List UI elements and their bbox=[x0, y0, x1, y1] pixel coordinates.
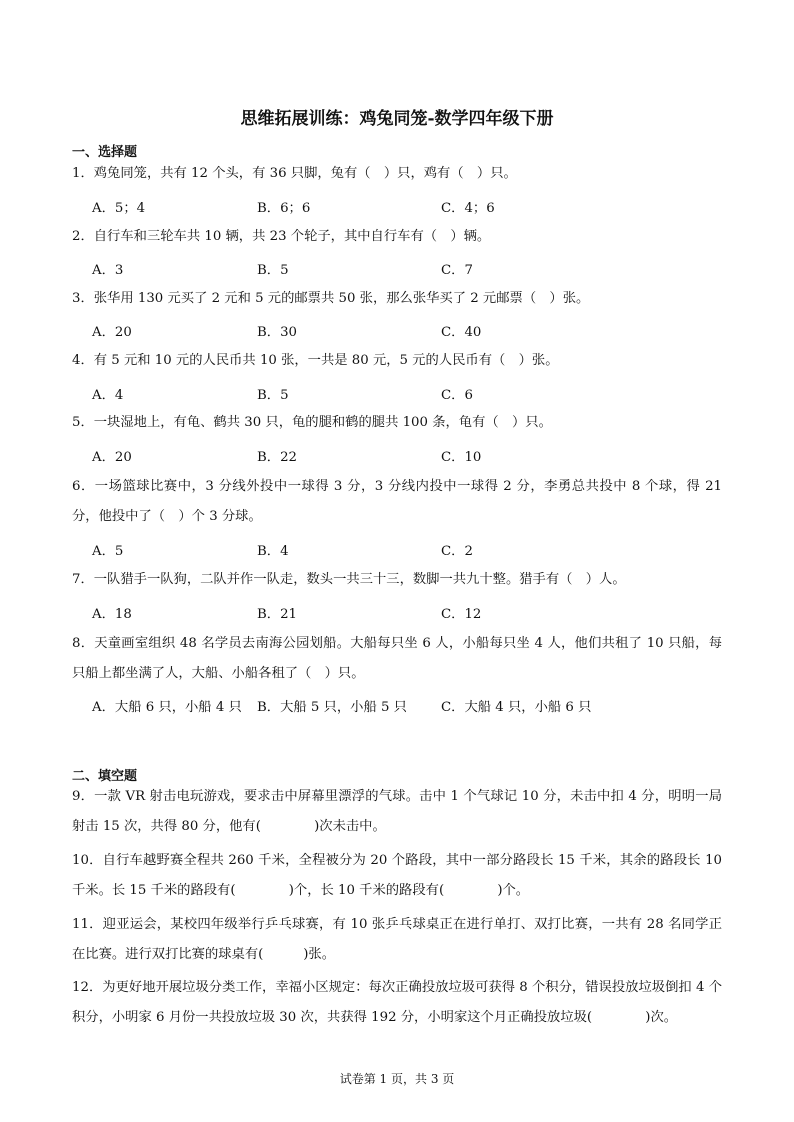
question-1-stem: 1．鸡兔同笼，共有 12 个头，有 36 只脚，兔有（ ）只，鸡有（ ）只。 bbox=[72, 166, 517, 181]
question-7-stem: 7．一队猎手一队狗，二队并作一队走，数头一共三十三，数脚一共九十整。猎手有（ ）人。 bbox=[72, 572, 626, 587]
question-9-stem: 9．一款 VR 射击电玩游戏，要求击中屏幕里漂浮的气球。击中 1 个气球记 10 分，未击中扣 4 分，明明一局射击 15 次，共得 80 分，他有( )次未击中。 bbox=[72, 789, 722, 834]
option-a[interactable]: A．20 bbox=[92, 450, 132, 465]
question-3-stem: 3．张华用 130 元买了 2 元和 5 元的邮票共 50 张，那么张华买了 2 元邮票（ ）张。 bbox=[72, 291, 590, 306]
option-a[interactable]: A．5 bbox=[92, 544, 124, 559]
option-c[interactable]: C．4；6 bbox=[441, 201, 495, 216]
option-b[interactable]: B．5 bbox=[257, 388, 289, 403]
option-b[interactable]: B．21 bbox=[257, 607, 297, 622]
option-c[interactable]: C．6 bbox=[441, 388, 473, 403]
question-4-stem: 4．有 5 元和 10 元的人民币共 10 张，一共是 80 元，5 元的人民币有（ ）张。 bbox=[72, 353, 559, 368]
option-a[interactable]: A．大船 6 只，小船 4 只 bbox=[92, 700, 242, 715]
option-a[interactable]: A．5；4 bbox=[92, 201, 146, 216]
option-b[interactable]: B．大船 5 只，小船 5 只 bbox=[257, 700, 407, 715]
option-b[interactable]: B．30 bbox=[257, 325, 297, 340]
option-b[interactable]: B．4 bbox=[257, 544, 289, 559]
question-12-stem: 12．为更好地开展垃圾分类工作，幸福小区规定：每次正确投放垃圾可获得 8 个积分，错误投放垃圾倒扣 4 个积分，小明家 6 月份一共投放垃圾 30 次，共获得 192 分，小明家这个月正确投放垃圾( )次。 bbox=[72, 980, 722, 1025]
section-heading-choice: 一、选择题 bbox=[72, 145, 138, 160]
question-10-stem: 10．自行车越野赛全程共 260 千米，全程被分为 20 个路段，其中一部分路段长 15 千米，其余的路段长 10 千米。长 15 千米的路段有( )个，长 10 千米的路段有( )个。 bbox=[72, 853, 722, 898]
option-b[interactable]: B．6；6 bbox=[257, 201, 311, 216]
question-11-stem: 11．迎亚运会，某校四年级举行乒乓球赛，有 10 张乒乓球桌正在进行单打、双打比赛，一共有 28 名同学正在比赛。进行双打比赛的球桌有( )张。 bbox=[72, 917, 722, 962]
section-heading-fill: 二、填空题 bbox=[72, 769, 138, 784]
option-a[interactable]: A．3 bbox=[92, 263, 124, 278]
question-5-stem: 5．一块湿地上，有龟、鹤共 30 只，龟的腿和鹤的腿共 100 条，龟有（ ）只。 bbox=[72, 415, 552, 430]
question-8-stem: 8．天童画室组织 48 名学员去南海公园划船。大船每只坐 6 人，小船每只坐 4 人，他们共租了 10 只船，每只船上都坐满了人，大船、小船各租了（ ）只。 bbox=[72, 636, 722, 681]
option-c[interactable]: C．7 bbox=[441, 263, 473, 278]
option-c[interactable]: C．10 bbox=[441, 450, 482, 465]
option-c[interactable]: C．40 bbox=[441, 325, 482, 340]
option-c[interactable]: C．12 bbox=[441, 607, 482, 622]
option-a[interactable]: A．18 bbox=[92, 607, 132, 622]
option-b[interactable]: B．22 bbox=[257, 450, 297, 465]
question-6-stem: 6．一场篮球比赛中，3 分线外投中一球得 3 分，3 分线内投中一球得 2 分，李勇总共投中 8 个球，得 21 分，他投中了（ ）个 3 分球。 bbox=[72, 479, 722, 524]
question-2-stem: 2．自行车和三轮车共 10 辆，共 23 个轮子，其中自行车有（ ）辆。 bbox=[72, 229, 491, 244]
option-a[interactable]: A．20 bbox=[92, 325, 132, 340]
page-title: 思维拓展训练：鸡兔同笼-数学四年级下册 bbox=[240, 109, 554, 129]
option-c[interactable]: C．大船 4 只，小船 6 只 bbox=[441, 700, 592, 715]
page-footer: 试卷第 1 页，共 3 页 bbox=[339, 1072, 455, 1086]
option-a[interactable]: A．4 bbox=[92, 388, 124, 403]
option-b[interactable]: B．5 bbox=[257, 263, 289, 278]
option-c[interactable]: C．2 bbox=[441, 544, 473, 559]
